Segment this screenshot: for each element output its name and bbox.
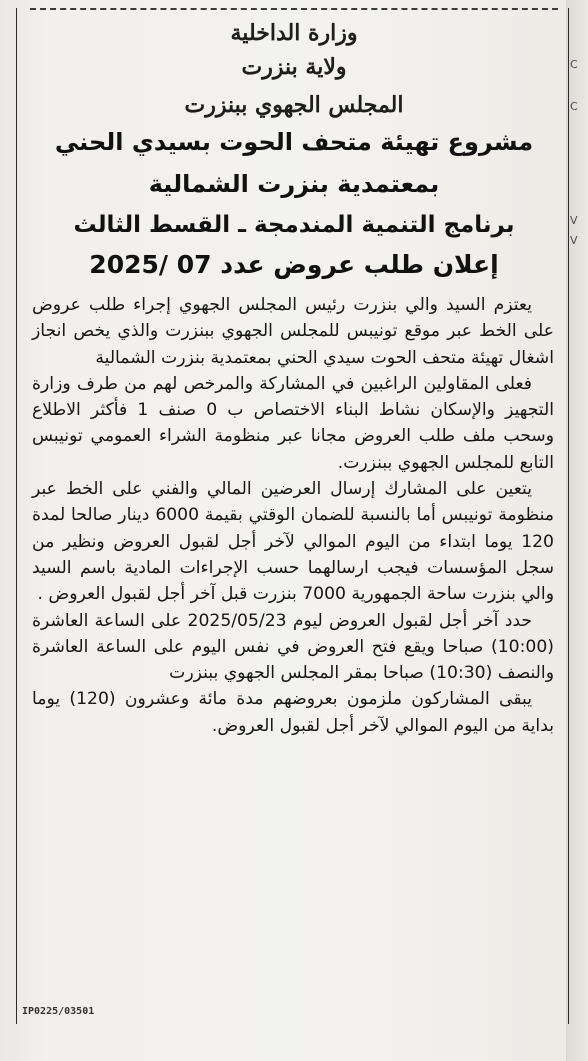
body-paragraph: يعتزم السيد والي بنزرت رئيس المجلس الجهوي إجراء طلب عروض على الخط عبر موقع تونيبس للمجلس الجهوي ببنزرت والذي يخص انجاز اشغال تهيئة متحف الحوت سيدي الحني بمعتمدية بنزرت الشمالية: [32, 295, 554, 368]
body-paragraph: يتعين على المشارك إرسال العرضين المالي والفني على الخط عبر منظومة تونيبس أما بالنسبة للضمان الوقتي بقيمة 6000 دينار صالحا لمدة 120 يوما ابتداء من اليوم الموالي لآخر أجل لقبول العروض ونظير من سجل المؤسسات فيجب ارسالهما حسب الإجراءات المادية باسم السيد والي بنزرت ساحة الجمهورية 7000 بنزرت قبل آخر أجل لقبول العروض .: [32, 479, 554, 605]
adjacent-column-glyph: C: [570, 100, 578, 113]
adjacent-column-glyph: V: [570, 214, 578, 227]
adjacent-column-glyph: V: [570, 234, 578, 247]
announcement-number: إعلان طلب عروض عدد 07 /2025: [89, 250, 499, 279]
program-title: برنامج التنمية المندمجة ـ القسط الثالث: [73, 212, 515, 238]
reference-code: IP0225/03501: [22, 1006, 95, 1017]
body-paragraph: فعلى المقاولين الراغبين في المشاركة والمرخص لهم من طرف وزارة التجهيز والإسكان نشاط البناء الاختصاص ب 0 صنف 1 فأكثر الاطلاع وسحب ملف طلب العروض مجانا عبر منظومة الشراء العمومي تونيبس التابع للمجلس الجهوي ببنزرت.: [32, 373, 554, 473]
body-paragraph: يبقى المشاركون ملزمون بعروضهم مدة مائة وعشرون (120) يوما بداية من اليوم الموالي لآخر أجل لقبول العروض.: [32, 689, 554, 736]
body-paragraph: حدد آخر أجل لقبول العروض ليوم 2025/05/23 على الساعة العاشرة (10:00) صباحا ويقع فتح العروض في نفس اليوم على الساعة العاشرة والنصف (10:30) صباحا بمقر المجلس الجهوي ببنزرت: [32, 610, 554, 684]
delegation-title: بمعتمدية بنزرت الشمالية: [148, 170, 440, 198]
announcement-header: [40, 22, 548, 292]
announcement-body: [32, 292, 554, 739]
adjacent-column-edge: [566, 0, 588, 1061]
ministry-title: وزارة الداخلية: [230, 20, 358, 46]
governorate-title: ولاية بنزرت: [241, 54, 347, 80]
project-title: مشروع تهيئة متحف الحوت بسيدي الحني: [54, 128, 534, 156]
council-title: المجلس الجهوي ببنزرت: [184, 92, 404, 118]
adjacent-column-glyph: C: [570, 58, 578, 71]
announcement-top-rule: [30, 8, 558, 10]
